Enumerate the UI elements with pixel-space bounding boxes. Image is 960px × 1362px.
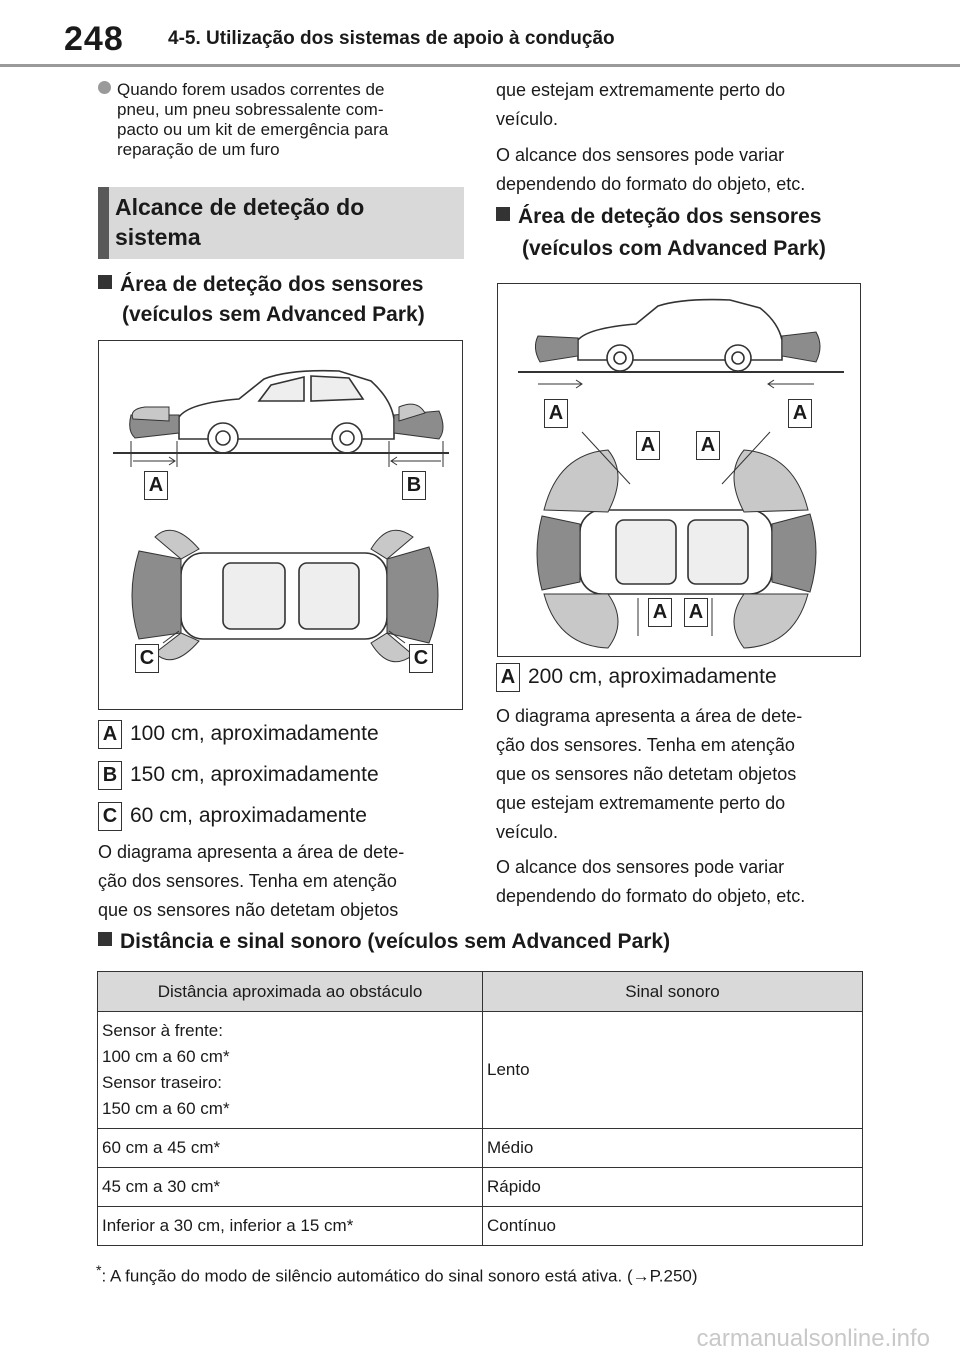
page-number: 248 bbox=[64, 20, 124, 58]
dim-arrow bbox=[768, 380, 814, 388]
diagram-label-a: A bbox=[788, 399, 812, 428]
square-bullet-icon bbox=[496, 207, 510, 221]
table-row bbox=[98, 1129, 863, 1168]
signal-cell: Médio bbox=[483, 1129, 863, 1168]
front-sensor-zone-top bbox=[132, 551, 181, 639]
distance-cell: 45 cm a 30 cm* bbox=[98, 1168, 483, 1207]
table-subheading: Distância e sinal sonoro (veículos sem Advanced Park) bbox=[98, 927, 670, 957]
column-header-signal: Sinal sonoro bbox=[483, 972, 863, 1012]
table-row bbox=[98, 1207, 863, 1246]
legend-item-a: A 100 cm, aproximadamente bbox=[98, 719, 379, 749]
car-side-view bbox=[179, 371, 394, 453]
square-bullet-icon bbox=[98, 932, 112, 946]
footnote: *: A função do modo de silêncio automático do sinal sonoro está ativa. (→P.250) bbox=[96, 1263, 698, 1286]
bullet-note: Quando forem usados correntes de pneu, um pneu sobressalente com- pacto ou um kit de emergência para reparação de um furo bbox=[98, 80, 468, 160]
right-paragraph: O diagrama apresenta a área de dete- ção dos sensores. Tenha em atenção que os sensores não detetam objetos que estejam extremamente perto do veículo. O alcance dos sensores pode variar dependendo do formato do objeto, etc. bbox=[496, 706, 806, 906]
header-rule bbox=[0, 64, 960, 67]
diagram-label-a: A bbox=[544, 399, 568, 428]
front-left-corner-zone bbox=[155, 530, 199, 559]
car-top-view bbox=[580, 510, 772, 594]
legend-item-c: C 60 cm, aproximadamente bbox=[98, 801, 367, 831]
section-heading: Alcance de deteção do sistema bbox=[115, 194, 365, 250]
rear-sensor-zone-top bbox=[387, 547, 438, 643]
front-sensor-zone-top bbox=[537, 516, 580, 590]
square-bullet-icon bbox=[98, 275, 112, 289]
front-right-side-zone bbox=[544, 594, 618, 648]
distance-signal-table bbox=[97, 971, 863, 1246]
front-sensor-zone-side bbox=[535, 336, 578, 362]
front-corner-zone-side bbox=[132, 407, 169, 421]
subheading-with-advanced-park: Área de deteção dos sensores (veículos com Advanced Park) bbox=[496, 201, 876, 265]
diagram-label-a: A bbox=[144, 471, 168, 500]
dim-arrow bbox=[391, 457, 441, 465]
dim-arrow bbox=[538, 380, 582, 388]
section-heading-box bbox=[98, 187, 464, 259]
rear-sensor-zone-top bbox=[772, 514, 816, 592]
right-cont-paragraph: que estejam extremamente perto do veículo. O alcance dos sensores pode variar dependendo do formato do objeto, etc. bbox=[496, 80, 806, 194]
column-header-distance: Distância aproximada ao obstáculo bbox=[98, 972, 483, 1012]
diagram-with-advanced-park bbox=[497, 283, 861, 657]
dim-arrow bbox=[133, 457, 175, 465]
legend-item-a: A 200 cm, aproximadamente bbox=[496, 662, 777, 692]
car-side-view bbox=[578, 300, 782, 371]
distance-cell: Sensor à frente: 100 cm a 60 cm* Sensor traseiro: 150 cm a 60 cm* bbox=[98, 1012, 483, 1129]
diagram-label-b: B bbox=[402, 471, 426, 500]
diagram-label-c: C bbox=[409, 644, 433, 673]
sensor-diagram-svg bbox=[498, 284, 859, 655]
section-title: 4-5. Utilização dos sistemas de apoio à condução bbox=[168, 28, 615, 49]
diagram-label-a: A bbox=[684, 598, 708, 627]
distance-cell: 60 cm a 45 cm* bbox=[98, 1129, 483, 1168]
diagram-without-advanced-park bbox=[98, 340, 463, 710]
car-top-view bbox=[181, 553, 387, 639]
table-row bbox=[98, 1012, 863, 1129]
rear-right-side-zone bbox=[734, 594, 808, 648]
subheading-without-advanced-park: Área de deteção dos sensores (veículos sem Advanced Park) bbox=[98, 270, 468, 330]
distance-cell: Inferior a 30 cm, inferior a 15 cm* bbox=[98, 1207, 483, 1246]
watermark: carmanualsonline.info bbox=[696, 1325, 930, 1352]
rear-sensor-zone-side bbox=[782, 332, 820, 362]
diagram-label-a: A bbox=[696, 431, 720, 460]
diagram-label-a: A bbox=[636, 431, 660, 460]
left-paragraph: O diagrama apresenta a área de dete- ção dos sensores. Tenha em atenção que os sensores não detetam objetos bbox=[98, 842, 405, 920]
legend-item-b: B 150 cm, aproximadamente bbox=[98, 760, 379, 790]
signal-cell: Lento bbox=[483, 1012, 863, 1129]
diagram-label-a: A bbox=[648, 598, 672, 627]
signal-cell: Rápido bbox=[483, 1168, 863, 1207]
table-header-row bbox=[98, 972, 863, 1012]
signal-cell: Contínuo bbox=[483, 1207, 863, 1246]
diagram-label-c: C bbox=[135, 644, 159, 673]
bullet-icon bbox=[98, 81, 111, 94]
table-row bbox=[98, 1168, 863, 1207]
